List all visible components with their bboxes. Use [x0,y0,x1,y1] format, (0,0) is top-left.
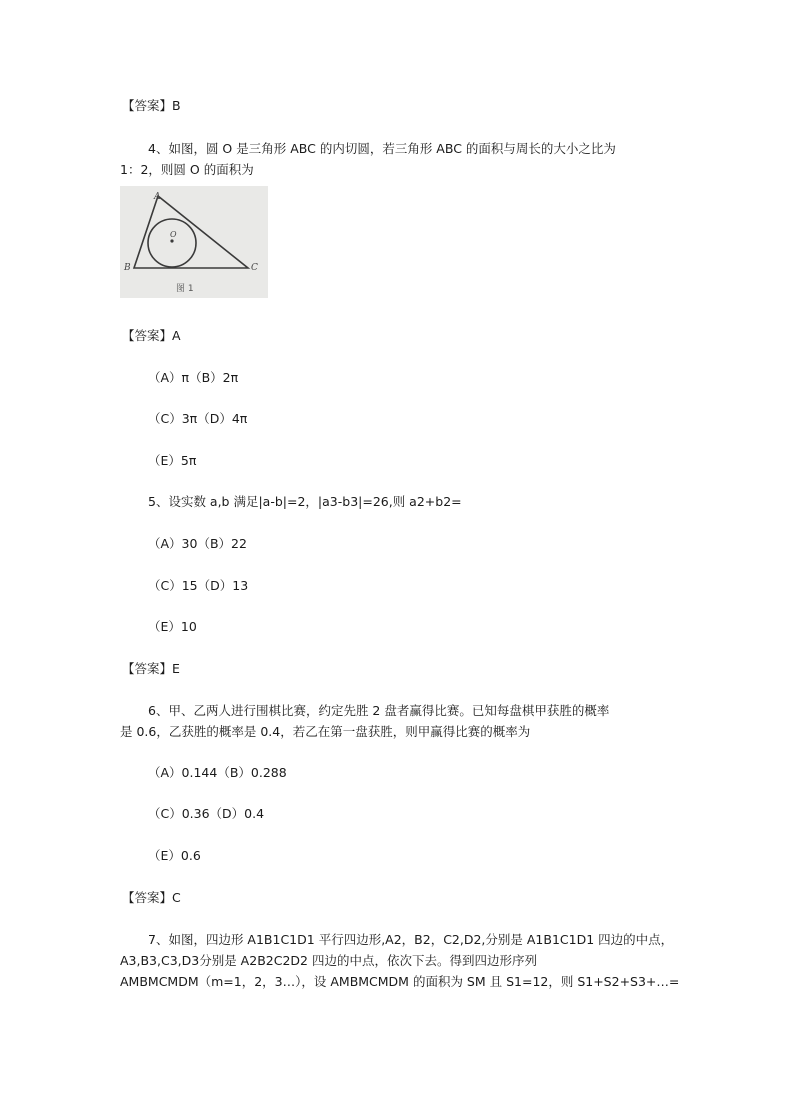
q6-option-line-3: （E）0.6 [148,848,201,863]
figure-caption: 图 1 [176,284,194,294]
center-point [170,239,173,242]
label-b: B [124,263,131,273]
question-7-line-1: 7、如图，四边形 A1B1C1D1 平行四边形,A2，B2，C2,D2,分别是 A1B1C1D1 四边的中点， [148,932,674,947]
answer-q4: 【答案】A [122,328,181,343]
question-6-line-1: 6、甲、乙两人进行围棋比赛，约定先胜 2 盘者赢得比赛。已知每盘棋甲获胜的概率 [148,703,610,718]
question-5: 5、设实数 a,b 满足|a-b|=2，|a3-b3|=26,则 a2+b2= [148,494,462,509]
q4-option-line-2: （C）3π（D）4π [148,411,248,426]
label-a: A [154,192,161,202]
label-c: C [251,263,258,273]
question-7-line-2: A3,B3,C3,D3分别是 A2B2C2D2 四边的中点，依次下去。得到四边形序列 [120,953,537,968]
question-7-line-3: AMBMCMDM（m=1，2，3…），设 AMBMCMDM 的面积为 SM 且 S1=12，则 S1+S2+S3+…= [120,974,680,989]
q5-option-line-3: （E）10 [148,619,197,634]
q4-option-line-3: （E）5π [148,453,197,468]
q4-option-line-1: （A）π（B）2π [148,370,239,385]
question-4-line-1: 4、如图，圆 O 是三角形 ABC 的内切圆，若三角形 ABC 的面积与周长的大小之比为 [148,141,616,156]
incircle [148,219,196,267]
q5-option-line-1: （A）30（B）22 [148,536,247,551]
q5-option-line-2: （C）15（D）13 [148,578,249,593]
label-o: O [170,230,177,239]
triangle-incircle-diagram [120,186,268,298]
question-6-line-2: 是 0.6，乙获胜的概率是 0.4，若乙在第一盘获胜，则甲赢得比赛的概率为 [120,724,531,739]
answer-q6: 【答案】C [122,890,181,905]
question-4-line-2: 1：2，则圆 O 的面积为 [120,162,254,177]
q6-option-line-2: （C）0.36（D）0.4 [148,806,265,821]
figure-triangle-incircle [120,186,268,298]
answer-q5: 【答案】E [122,661,180,676]
answer-q3: 【答案】B [122,98,181,113]
q6-option-line-1: （A）0.144（B）0.288 [148,765,287,780]
